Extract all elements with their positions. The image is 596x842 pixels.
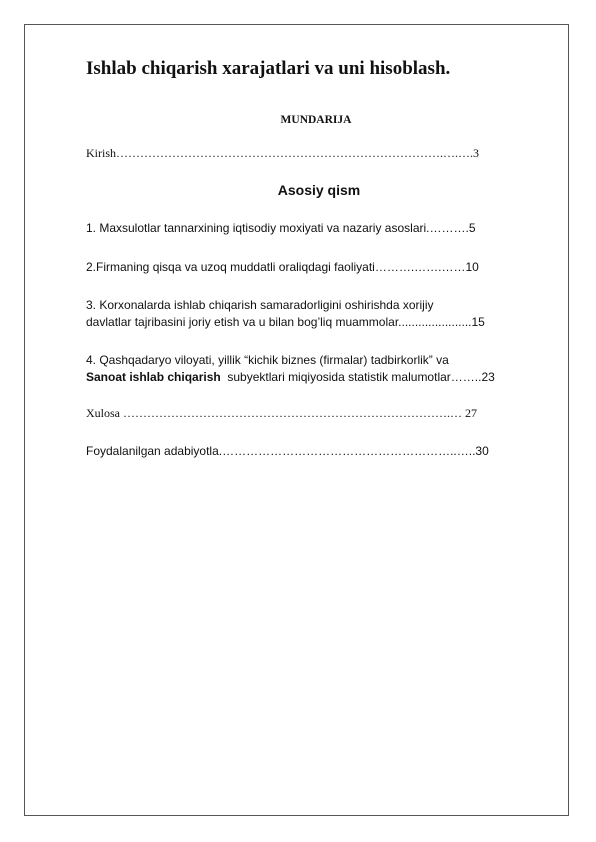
toc-entry-4-rest-text: subyektlari miqiyosida statistik malumotlar……..23 — [220, 370, 495, 384]
toc-entry-2: 2.Firmaning qisqa va uzoq muddatli oraliqdagi faoliyati……….…….……10 — [86, 260, 479, 274]
toc-entry-3-line1: 3. Korxonalarda ishlab chiqarish samaradorligini oshirishda xorijiy — [86, 298, 434, 312]
toc-heading: MUNDARIJA — [280, 114, 352, 126]
document-title: Ishlab chiqarish xarajatlari va uni hisoblash. — [86, 58, 451, 79]
toc-entry-1: 1. Maxsulotlar tannarxining iqtisodiy moxiyati va nazariy asoslari.……….5 — [86, 221, 476, 235]
toc-entry-4-line2 — [86, 369, 495, 386]
section-heading: Asosiy qism — [277, 182, 361, 198]
toc-entry-references: Foydalanilgan adabiyotla.…………………………………………………..…..30 — [86, 444, 489, 458]
toc-entry-intro: Kirish……………………………………………………………………….….….3 — [86, 146, 479, 160]
toc-entry-4-bold-text: Sanoat ishlab chiqarish — [86, 370, 221, 384]
toc-entry-conclusion: Xulosa ……………………………………………………………………….… 27 — [86, 406, 477, 420]
toc-entry-4-line1: 4. Qashqadaryo viloyati, yillik “kichik biznes (firmalar) tadbirkorlik” va — [86, 353, 449, 367]
toc-entry-3-line2: davlatlar tajribasini joriy etish va u bilan bog’liq muammolar......................15 — [86, 315, 485, 329]
